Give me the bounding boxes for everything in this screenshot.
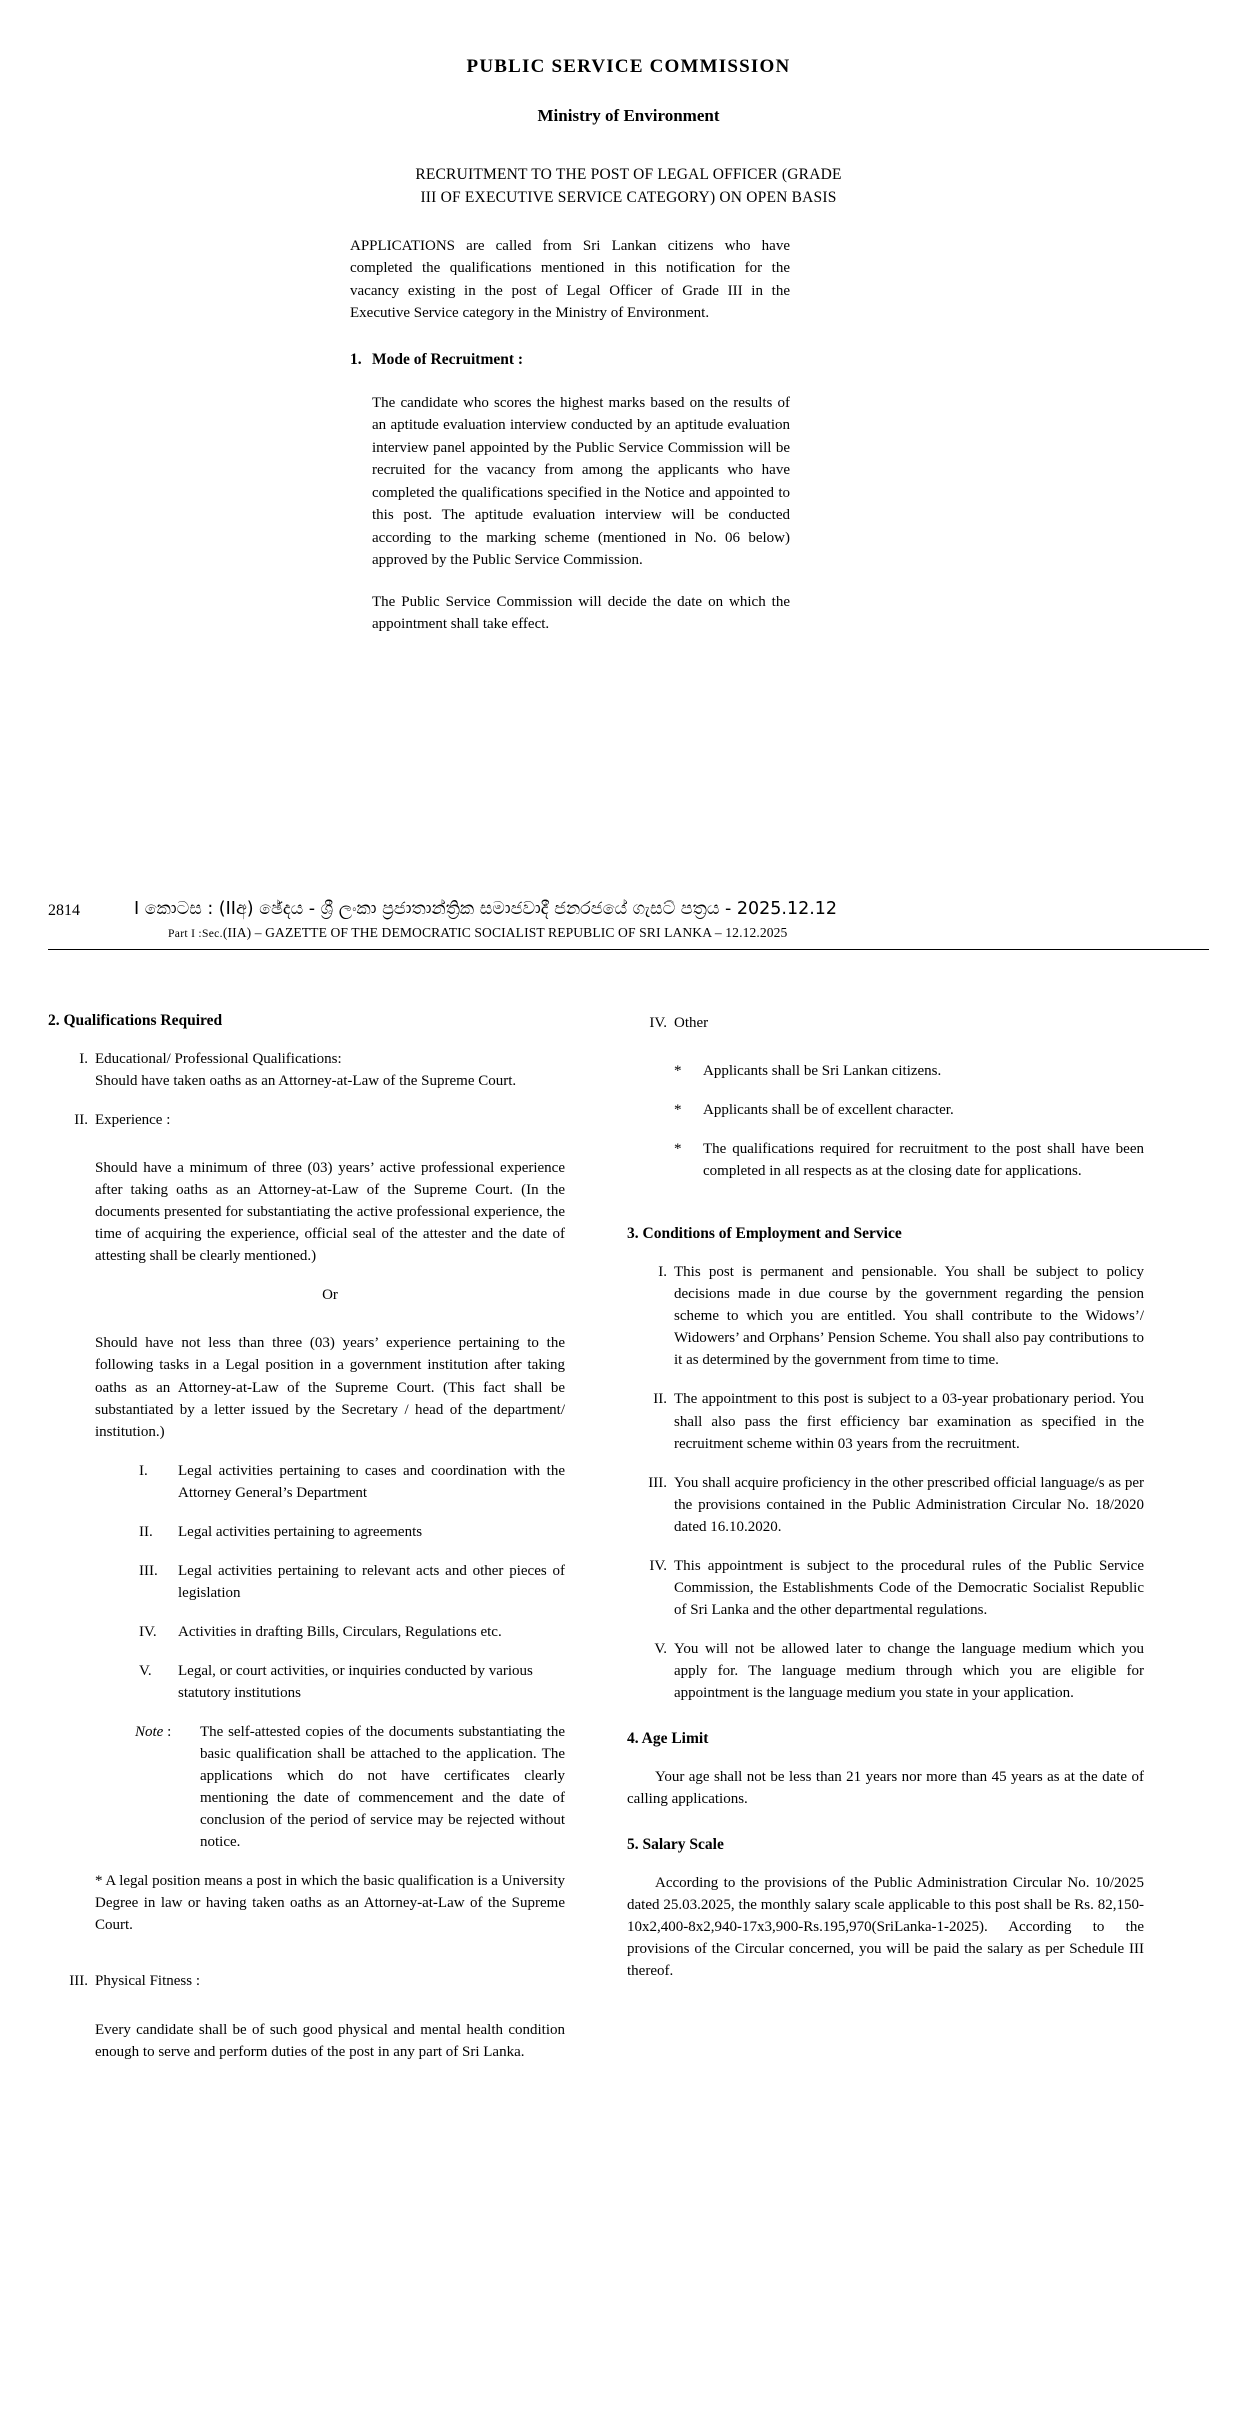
physical-fitness-heading: Physical Fitness : [95, 1973, 201, 1990]
gazette-header-lines [134, 898, 1209, 942]
experience-heading: Experience : [95, 1112, 171, 1129]
other-heading: Other [674, 1015, 709, 1031]
condition-item-marker: III. [648, 1474, 667, 1491]
condition-item-marker: II. [653, 1391, 667, 1408]
other-bullet [674, 1060, 1144, 1082]
mode-paragraph-1: The candidate who scores the highest marks based on the results of an aptitude evaluation interview conducted by an aptitude evaluation interview panel appointed by the Public Service Commission will be recruited for the vacancy from among the applicants who have completed the qualifications specified in the Notice and appointed to this post. The aptitude evaluation interview will be conducted according to the marking scheme (mentioned in No. 06 below) approved by the Public Service Commission. [372, 394, 790, 569]
bullet-text: Applicants shall be Sri Lankan citizens. [703, 1063, 942, 1080]
physical-fitness-marker: III. [69, 1973, 88, 1990]
other-bullet [674, 1138, 1144, 1182]
mode-paragraph-2: The Public Service Commission will decide the date on which the appointment shall take effect. [372, 593, 790, 633]
left-column [48, 1012, 565, 2080]
condition-item-text: This appointment is subject to the procedural rules of the Public Service Commission, the Establishments Code of the Democratic Socialist Republic of Sri Lanka and the other departmental regulations. [674, 1557, 1144, 1618]
section-1-body [372, 392, 790, 636]
notice-header-block [0, 0, 1257, 636]
gazette-line-sinhala: I කොටස : (IIඅ) ඡේදය - ශ්‍රී ලංකා ප්‍රජාතාන්ත්‍රික සමාජවාදී ජනරජයේ ගැසට් පත්‍රය - 2025.12.12 [134, 899, 838, 919]
page-subtitle-ministry: Ministry of Environment [537, 105, 720, 125]
qualification-item-marker: I. [79, 1051, 88, 1067]
section-1-title: Mode of Recruitment : [372, 350, 524, 368]
task-item-text: Legal activities pertaining to cases and coordination with the Attorney General’s Department [178, 1462, 565, 1501]
condition-item-marker: I. [658, 1264, 667, 1281]
bullet-marker: * [674, 1102, 682, 1119]
condition-item [627, 1388, 1144, 1454]
task-item [139, 1560, 565, 1604]
task-item-text: Legal activities pertaining to relevant acts and other pieces of legislation [178, 1562, 565, 1601]
gazette-header-row [48, 898, 1209, 942]
note-text: The self-attested copies of the documents substantiating the basic qualification shall be attached to the application. The applications which do not have certificates clearly mentioning the date of commencement and the date of conclusion of the period of service may be rejected without notice. [200, 1724, 565, 1851]
gazette-line-english [168, 924, 1209, 942]
note-separator: : [167, 1724, 172, 1741]
bullet-marker: * [674, 1141, 682, 1158]
condition-item [627, 1261, 1144, 1371]
task-item [139, 1521, 565, 1543]
section-1-number: 1. [350, 350, 362, 368]
section-2-heading: 2. Qualifications Required [48, 1012, 223, 1029]
condition-item-text: You will not be allowed later to change the language medium which you apply for. The language medium through which you are eligible for appointment is the language medium you state in your application. [674, 1640, 1144, 1701]
experience-task-list [139, 1460, 565, 1704]
age-limit-text: Your age shall not be less than 21 years nor more than 45 years as at the date of calling applications. [627, 1769, 1144, 1808]
condition-item-text: This post is permanent and pensionable. You shall be subject to policy decisions made in due course by the government regarding the pension scheme to which you are entitled. You shall contribute to the Widows’/ Widowers’ and Orphans’ Pension Scheme. You shall also pay contributions to it as determined by the government from time to time. [674, 1264, 1144, 1369]
bullet-marker: * [674, 1063, 682, 1080]
condition-item-marker: V. [654, 1640, 667, 1657]
page-number: 2814 [48, 902, 80, 919]
experience-paragraph-2: Should have not less than three (03) years’ experience pertaining to the following tasks in a Legal position in a government institution after taking oaths as an Attorney-at-Law of the Supreme Court. (This fact shall be substantiated by a letter issued by the Secretary / head of the department/ institution.) [95, 1335, 565, 1440]
gazette-part-label: Part I : [168, 926, 202, 940]
experience-or-separator: Or [322, 1287, 338, 1304]
condition-item-text: You shall acquire proficiency in the other prescribed official language/s as per the provisions contained in the Public Administration Circular No. 18/2020 dated 16.10.2020. [674, 1474, 1144, 1535]
gazette-running-header [0, 898, 1257, 950]
task-item [139, 1660, 565, 1704]
physical-fitness-text: Every candidate shall be of such good physical and mental health condition enough to serve and perform duties of the post in any part of Sri Lanka. [95, 2021, 565, 2060]
qualification-item-other [627, 1012, 1144, 1199]
task-item [139, 1621, 565, 1643]
experience-item-marker: II. [74, 1112, 88, 1129]
intro-block [350, 235, 790, 325]
note-label-text: Note [135, 1724, 164, 1741]
gazette-sec-label: Sec. [201, 926, 223, 940]
gazette-english-rest: (IIA) – GAZETTE OF THE DEMOCRATIC SOCIALIST REPUBLIC OF SRI LANKA – 12.12.2025 [222, 924, 788, 940]
section-3-heading: 3. Conditions of Employment and Service [627, 1225, 902, 1243]
qualification-item-educational [48, 1048, 565, 1092]
intro-paragraph: APPLICATIONS are called from Sri Lankan citizens who have completed the qualifications mentioned in this notification for the vacancy existing in the post of Legal Officer of Grade III in the Executive Service category in the Ministry of Environment. [350, 237, 790, 322]
legal-position-footnote: * A legal position means a post in which the basic qualification is a University Degree in law or having taken oaths as an Attorney-at-Law of the Supreme Court. [95, 1873, 565, 1934]
task-item-marker: I. [139, 1462, 148, 1479]
other-bullet [674, 1099, 1144, 1121]
gazette-divider [48, 949, 1209, 950]
task-item-marker: II. [139, 1523, 153, 1540]
bullet-text: The qualifications required for recruitment to the post shall have been completed in all respects as at the closing date for applications. [703, 1141, 1144, 1180]
qualification-item-physical-fitness [48, 1970, 565, 2062]
condition-item-marker: IV. [649, 1557, 667, 1574]
condition-item-text: The appointment to this post is subject to a 03-year probationary period. You shall also pass the first efficiency bar examination as specified in the recruitment scheme within 03 years from the recruitment. [674, 1391, 1144, 1452]
other-item-marker: IV. [649, 1015, 667, 1031]
educational-heading: Educational/ Professional Qualifications: [95, 1051, 342, 1067]
other-item-body [674, 1012, 1144, 1199]
note-label [135, 1721, 200, 1853]
page-title-organization: PUBLIC SERVICE COMMISSION [466, 56, 791, 77]
salary-scale-text: According to the provisions of the Public Administration Circular No. 10/2025 dated 25.03.2025, the monthly salary scale applicable to this post shall be Rs. 82,150-10x2,400-8x2,940-17x3,900-Rs.195,970(SriLanka-1-2025). According to the provisions of the Circular concerned, you will be paid the salary as per Schedule III thereof. [627, 1875, 1144, 1980]
task-item [139, 1460, 565, 1504]
section-1-heading [350, 351, 790, 369]
two-column-body [0, 1012, 1257, 2080]
experience-note [135, 1721, 565, 1853]
condition-item [627, 1472, 1144, 1538]
physical-fitness-body [95, 1970, 565, 2062]
task-item-text: Legal activities pertaining to agreements [178, 1523, 423, 1540]
task-item-marker: IV. [139, 1623, 157, 1640]
post-title: RECRUITMENT TO THE POST OF LEGAL OFFICER (GRADE III OF EXECUTIVE SERVICE CATEGORY) ON OPEN BASIS [415, 165, 842, 207]
qualification-item-experience [48, 1109, 565, 1953]
section-4-heading: 4. Age Limit [627, 1730, 709, 1748]
task-item-marker: V. [139, 1662, 152, 1679]
experience-item-body [95, 1109, 565, 1953]
qualification-item-body [95, 1048, 565, 1092]
bullet-text: Applicants shall be of excellent character. [703, 1102, 954, 1119]
task-item-text: Legal, or court activities, or inquiries conducted by various statutory institutions [178, 1662, 533, 1701]
task-item-text: Activities in drafting Bills, Circulars, Regulations etc. [178, 1623, 502, 1640]
right-column [627, 1012, 1144, 2080]
section-5-heading: 5. Salary Scale [627, 1836, 724, 1854]
educational-text: Should have taken oaths as an Attorney-at-Law of the Supreme Court. [95, 1073, 517, 1090]
condition-item [627, 1555, 1144, 1621]
experience-paragraph-1: Should have a minimum of three (03) years’ active professional experience after taking oaths as an Attorney-at-Law of the Supreme Court. (In the documents presented for substantiating the active professional experience, the time of acquiring the experience, official seal of the attester and the date of attesting shall be clearly mentioned.) [95, 1160, 565, 1265]
task-item-marker: III. [139, 1562, 158, 1579]
condition-item [627, 1638, 1144, 1704]
